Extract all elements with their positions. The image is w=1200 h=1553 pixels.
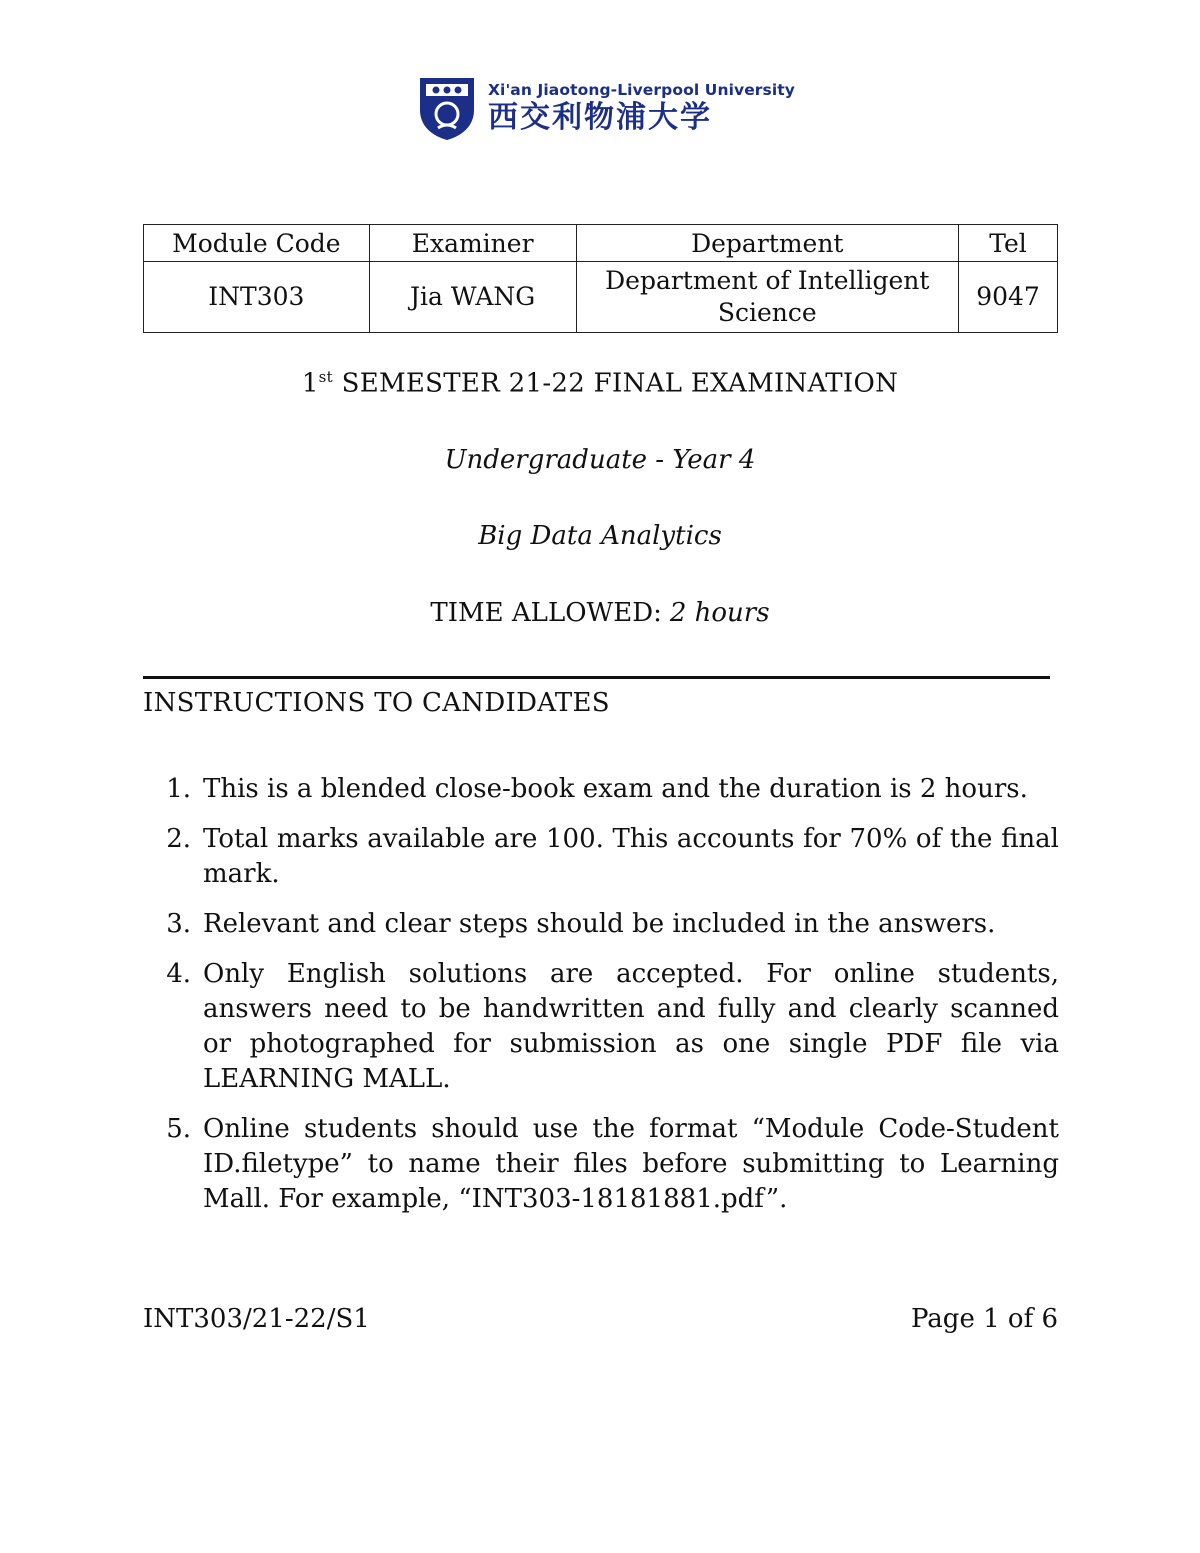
table-header-row — [144, 225, 1058, 262]
cell-department: Department of Intelligent Science — [576, 262, 958, 333]
time-allowed-value: 2 hours — [669, 598, 770, 628]
instructions-heading: INSTRUCTIONS TO CANDIDATES — [143, 688, 610, 718]
header-module-code: Module Code — [144, 225, 370, 262]
item-text: Online students should use the format “Module Code-Student ID.filetype” to name their files before submitting to Learning Mall. For example, “INT303-18181881.pdf”. — [203, 1114, 1059, 1214]
cell-examiner: Jia WANG — [369, 262, 576, 333]
footer-module-code: INT303/21-22/S1 — [143, 1304, 370, 1334]
item-text: This is a blended close-book exam and the duration is 2 hours. — [203, 774, 1028, 804]
item-text: Relevant and clear steps should be included in the answers. — [203, 909, 996, 939]
item-number: 3. — [166, 909, 191, 939]
list-item — [143, 822, 1059, 892]
cell-tel: 9047 — [959, 262, 1058, 333]
module-info-table — [143, 224, 1058, 333]
item-number: 5. — [166, 1114, 191, 1144]
list-item — [143, 907, 1059, 942]
semester-ordinal-suffix: st — [318, 368, 333, 386]
header-tel: Tel — [959, 225, 1058, 262]
header-department: Department — [576, 225, 958, 262]
university-name-en: Xi'an Jiaotong-Liverpool University — [488, 81, 796, 99]
item-number: 2. — [166, 824, 191, 854]
exam-level: Undergraduate - Year 4 — [444, 445, 756, 475]
item-text: Only English solutions are accepted. For online students, answers need to be handwritten and fully and clearly scanned or photographed for submission as one single PDF file via LEARNING MALL. — [203, 959, 1059, 1094]
semester-heading — [0, 368, 1200, 399]
divider — [143, 676, 1050, 679]
university-crest-icon — [418, 76, 476, 142]
header-examiner: Examiner — [369, 225, 576, 262]
list-item — [143, 772, 1059, 807]
university-name-cn: 西交利物浦大学 — [488, 100, 712, 135]
time-allowed — [0, 598, 1200, 628]
time-allowed-label: TIME ALLOWED: — [430, 598, 662, 628]
exam-title: Big Data Analytics — [478, 521, 722, 551]
item-number: 1. — [166, 774, 191, 804]
item-number: 4. — [166, 959, 191, 989]
instructions-list — [143, 772, 1059, 1232]
table-row — [144, 262, 1058, 333]
semester-text: SEMESTER 21-22 FINAL EXAMINATION — [341, 368, 899, 399]
list-item — [143, 1112, 1059, 1217]
item-text: Total marks available are 100. This accounts for 70% of the final mark. — [203, 824, 1059, 889]
semester-ordinal: 1 — [301, 368, 319, 399]
footer-page-number: Page 1 of 6 — [910, 1304, 1058, 1334]
list-item — [143, 957, 1059, 1097]
university-logo — [418, 74, 796, 144]
cell-module-code: INT303 — [144, 262, 370, 333]
